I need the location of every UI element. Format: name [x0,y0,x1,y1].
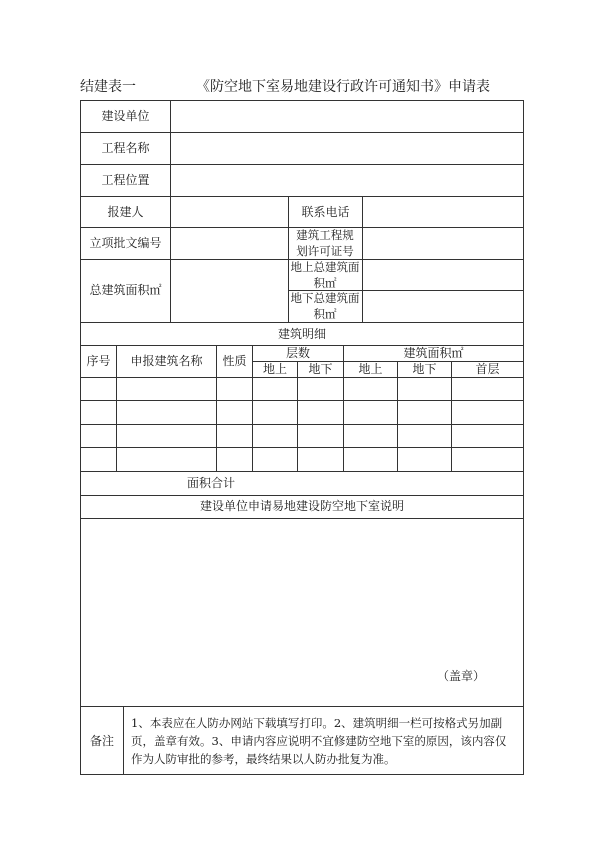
col-line [297,361,298,471]
notes-text: 1、本表应在人防办网站下载填写打印。2、建筑明细一栏可按格式另加副页，盖章有效。3、申请内容应说明不宜修建防空地下室的原因，该内容仅作为人防审批的参考，最终结果以人防办批复为准。 [131,716,507,766]
col-line [451,361,452,471]
build-unit-label: 建设单位 [101,109,150,123]
row-line [80,322,524,323]
row-line [80,424,524,425]
project-location-label: 工程位置 [101,173,150,187]
row-line [80,132,524,133]
planning-permit-label: 建筑工程规划许可证号 [296,228,354,258]
row-line [80,164,524,165]
applicant-label: 报建人 [107,205,144,219]
seal-label: （盖章） [437,669,486,683]
row-line [80,471,524,472]
col-line [362,196,363,322]
col-header-floors: 层数 [285,346,310,360]
row-line [80,377,524,378]
below-ground-area-label: 地下总建筑面积㎡ [290,291,360,321]
col-header-name: 申报建筑名称 [130,354,203,368]
total-area-label: 总建筑面积㎡ [89,283,162,297]
approval-number-label: 立项批文编号 [89,236,162,250]
sub-header-above-area: 地上 [358,362,383,376]
form-title: 《防空地下室易地建设行政许可通知书》申请表 [196,79,490,95]
col-line [170,100,171,322]
row-line [80,400,524,401]
row-line [80,706,524,707]
sub-header-below-area: 地下 [412,362,437,376]
row-line [80,495,524,496]
table-border-left [80,100,81,775]
sub-header-above: 地上 [262,362,287,376]
row-line [80,196,524,197]
project-name-label: 工程名称 [101,141,150,155]
table-border-top [80,100,524,101]
table-border-bottom [80,774,524,775]
notes-label: 备注 [89,734,114,748]
col-header-no: 序号 [86,354,111,368]
col-line [397,361,398,471]
form-label: 结建表一 [80,79,136,95]
statement-title: 建设单位申请易地建设防空地下室说明 [199,499,404,513]
sub-header-below: 地下 [308,362,333,376]
detail-section-title: 建筑明细 [277,327,326,341]
contact-phone-label: 联系电话 [301,205,350,219]
row-line [80,447,524,448]
sub-header-first-floor: 首层 [475,362,500,376]
col-header-nature: 性质 [222,354,247,368]
above-ground-area-label: 地上总建筑面积㎡ [290,260,360,290]
col-line [123,706,124,774]
col-header-area: 建筑面积㎡ [403,346,464,360]
table-border-right [523,100,524,775]
area-total-label: 面积合计 [186,476,235,490]
row-line [80,518,524,519]
